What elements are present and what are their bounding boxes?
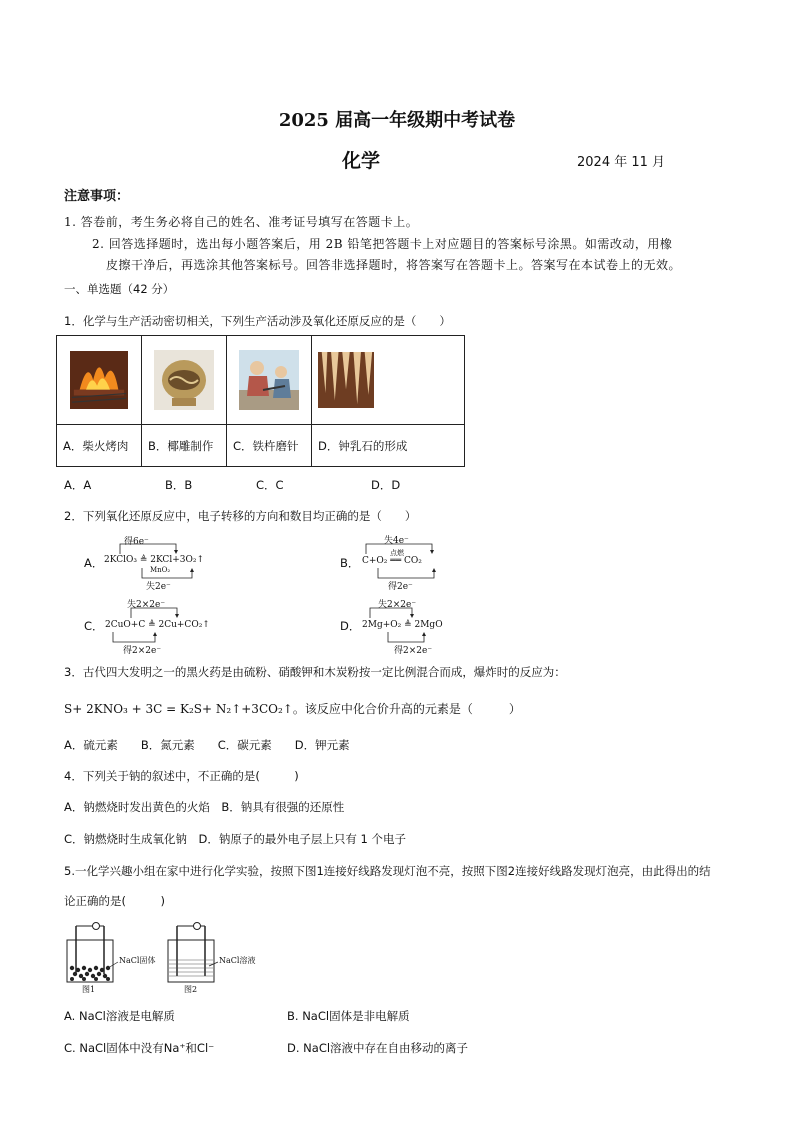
q1-cell-d: D．钟乳石的形成 [312, 425, 465, 467]
q1-picture-cell-c [227, 336, 312, 425]
q5-figures [62, 918, 262, 998]
q3-options: A．硫元素 B．氮元素 C．碳元素 D．钾元素 [64, 738, 350, 752]
note-item-2-line-1: 2. 回答选择题时，选出每小题答案后，用 2B 铅笔把答题卡上对应题目的答案标号涂黑。如需改动，用橡 [92, 237, 673, 251]
q1-picture-cell-d [312, 336, 465, 425]
q5-option-b: B. NaCl固体是非电解质 [287, 1009, 410, 1023]
q1-cell-c: C．铁杵磨针 [227, 425, 312, 467]
q2-b-equation: C+O₂ ══ CO₂ [362, 556, 422, 566]
q5-fig1-label: NaCl固体 [119, 956, 156, 965]
exam-title: 2025 届高一年级期中考试卷 [278, 110, 516, 131]
q5-option-d: D. NaCl溶液中存在自由移动的离子 [287, 1041, 469, 1055]
q2-option-c-diagram [105, 596, 215, 656]
q2-b-bottom-note: 得2e⁻ [388, 582, 413, 592]
q1-stem: 1．化学与生产活动密切相关，下列生产活动涉及氧化还原反应的是（ ） [64, 314, 451, 328]
q4-stem: 4．下列关于钠的叙述中，不正确的是( ) [64, 769, 299, 783]
stalactite-picture [318, 350, 374, 410]
q2-d-bottom-note: 得2×2e⁻ [394, 646, 433, 656]
q1-picture-cell-b [142, 336, 227, 425]
q2-a-bottom-note: 失2e⁻ [146, 582, 171, 592]
q2-b-condition: 点燃 [390, 549, 404, 557]
q1-picture-cell-a [57, 336, 142, 425]
q5-fig2-label: NaCl溶液 [219, 956, 256, 965]
q5-fig2-caption: 图2 [184, 985, 198, 994]
q5-option-a: A. NaCl溶液是电解质 [64, 1009, 175, 1023]
exam-date: 2024 年 11 月 [577, 155, 666, 170]
q2-c-bottom-note: 得2×2e⁻ [123, 646, 162, 656]
q3-stem: 3．古代四大发明之一的黑火药是由硫粉、硝酸钾和木炭粉按一定比例混合而成，爆炸时的反应为： [64, 665, 566, 679]
q1-option-c: C．C [256, 478, 284, 492]
note-item-1: 1. 答卷前，考生务必将自己的姓名、准考证号填写在答题卡上。 [64, 215, 419, 229]
notes-heading: 注意事项： [64, 189, 130, 204]
q2-d-equation: 2Mg+O₂ ≜ 2MgO [362, 620, 443, 630]
q2-b-top-note: 失4e⁻ [384, 536, 409, 546]
q2-a-top-note: 得6e⁻ [124, 537, 149, 547]
note-item-2-line-2: 皮擦干净后，再选涂其他答案标号。回答非选择题时，将答案写在答题卡上。答案写在本试卷上的无效。 [106, 258, 682, 272]
q1-option-a: A．A [64, 478, 92, 492]
q2-d-top-note: 失2×2e⁻ [378, 600, 417, 610]
q2-stem: 2．下列氧化还原反应中，电子转移的方向和数目均正确的是（ ） [64, 509, 417, 523]
q2-a-equation: 2KClO₃ ≜ 2KCl+3O₂↑ [104, 555, 204, 565]
q1-cell-b: B．椰雕制作 [142, 425, 227, 467]
q5-fig1-caption: 图1 [82, 985, 96, 994]
q1-option-b: B．B [165, 478, 193, 492]
q2-option-a-diagram [102, 532, 222, 592]
q2-c-top-note: 失2×2e⁻ [127, 600, 166, 610]
q1-table [56, 335, 465, 467]
q5-stem-line-2: 论正确的是( ) [64, 894, 165, 908]
section-heading: 一、单选题（42 分） [64, 282, 175, 296]
q1-cell-a: A．柴火烤肉 [57, 425, 142, 467]
q3-equation: S+ 2KNO₃ + 3C = K₂S+ N₂↑+3CO₂↑。该反应中化合价升高的元素是（ ） [64, 702, 521, 716]
q5-option-c: C. NaCl固体中没有Na⁺和Cl⁻ [64, 1041, 215, 1055]
q2-option-d-label: D． [340, 619, 361, 633]
subject-title: 化学 [342, 150, 381, 172]
q2-option-a-label: A． [84, 556, 104, 570]
q2-option-d-diagram [362, 596, 462, 656]
q4-options-line-1: A．钠燃烧时发出黄色的火焰 B．钠具有很强的还原性 [64, 800, 345, 814]
coconut-carving-picture [152, 350, 216, 410]
q2-option-b-label: B． [340, 556, 360, 570]
q1-option-d: D．D [371, 478, 401, 492]
grilled-meat-picture [68, 351, 130, 409]
q4-options-line-2: C．钠燃烧时生成氧化钠 D．钠原子的最外电子层上只有 1 个电子 [64, 832, 407, 846]
q5-stem-line-1: 5.一化学兴趣小组在家中进行化学实验，按照下图1连接好线路发现灯泡不亮，按照下图2连接好线路发现灯泡亮，由此得出的结 [64, 864, 711, 878]
iron-rod-grinding-picture [237, 350, 301, 410]
q2-c-equation: 2CuO+C ≜ 2Cu+CO₂↑ [105, 620, 210, 630]
q2-option-b-diagram [362, 532, 462, 592]
q2-a-condition: MnO₂ [150, 566, 171, 574]
q2-option-c-label: C． [84, 619, 104, 633]
